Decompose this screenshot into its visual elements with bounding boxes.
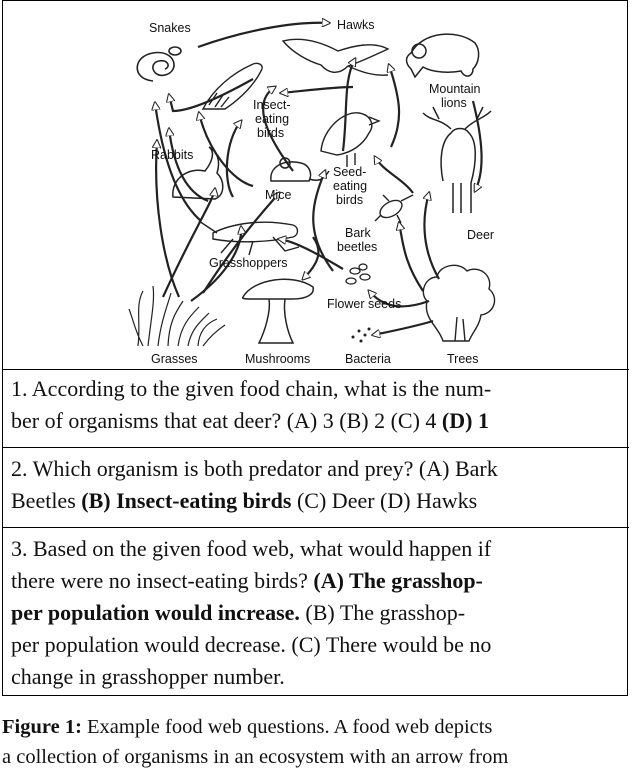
figure-box	[2, 0, 628, 696]
question-3-line-5: change in grasshopper number.	[11, 664, 285, 689]
label-insect-birds-1: Insect-	[253, 98, 291, 112]
snake-icon	[137, 47, 181, 81]
label-bark-beetles-1: Bark	[345, 226, 371, 240]
separator	[3, 527, 629, 528]
mountain-lion-icon	[407, 34, 479, 77]
label-hawks: Hawks	[337, 18, 375, 32]
flower-seeds-icon	[346, 264, 370, 284]
seed-eating-bird-icon	[321, 113, 379, 167]
figure-caption	[2, 712, 630, 772]
question-2	[11, 453, 621, 517]
question-2-answer: (B) Insect-eating birds	[81, 488, 292, 513]
label-snakes: Snakes	[149, 21, 191, 35]
label-grasshoppers: Grasshoppers	[209, 256, 288, 270]
caption-text: Example food web questions. A food web depicts	[81, 716, 493, 738]
bacteria-icon	[352, 328, 371, 343]
label-grasses: Grasses	[151, 352, 198, 366]
label-flower-seeds: Flower seeds	[327, 297, 402, 311]
separator	[3, 369, 629, 370]
question-1	[11, 373, 621, 437]
question-1-options: ber of organisms that eat deer? (A) 3 (B) 2 (C) 4	[11, 408, 442, 433]
mouse-icon	[271, 158, 329, 181]
question-1-line-1: 1. According to the given food chain, what is the num-	[11, 376, 492, 401]
tree-icon	[423, 265, 494, 341]
question-1-line-2	[11, 405, 621, 437]
question-1-answer: (D) 1	[441, 408, 489, 433]
hawk-icon	[283, 39, 388, 75]
question-3-answer-part-1: (A) The grasshop-	[313, 568, 483, 593]
question-3-line-1: 3. Based on the given food web, what would happen if	[11, 536, 492, 561]
grasshopper-icon	[199, 221, 299, 255]
label-deer: Deer	[467, 228, 495, 242]
food-web-diagram	[3, 1, 629, 369]
label-rabbits: Rabbits	[151, 148, 194, 162]
label-mice: Mice	[265, 188, 292, 202]
label-seed-birds-3: birds	[336, 193, 364, 207]
question-3-line-4: per population would decrease. (C) There would be no	[11, 632, 492, 657]
caption-label: Figure 1:	[2, 716, 82, 738]
question-3-text: there were no insect-eating birds?	[11, 568, 314, 593]
label-seed-birds-2: eating	[333, 179, 368, 193]
label-seed-birds-1: Seed-	[333, 165, 367, 179]
caption-line-1	[2, 712, 630, 742]
mushroom-icon	[243, 279, 314, 343]
label-insect-birds-3: birds	[257, 126, 285, 140]
separator	[3, 447, 629, 448]
bark-beetle-icon	[375, 195, 413, 223]
label-mountain-lions-2: lions	[441, 96, 467, 110]
label-bacteria: Bacteria	[345, 352, 391, 366]
label-mountain-lions-1: Mountain	[429, 82, 481, 96]
food-web-arrows	[155, 23, 482, 335]
question-3-line-2	[11, 565, 621, 597]
question-2-options: (C) Deer (D) Hawks	[291, 488, 478, 513]
question-2-line-2	[11, 485, 621, 517]
question-3-line-3	[11, 597, 621, 629]
label-trees: Trees	[447, 352, 479, 366]
question-2-option-a: Beetles	[11, 488, 82, 513]
label-mushrooms: Mushrooms	[245, 352, 311, 366]
label-bark-beetles-2: beetles	[337, 240, 378, 254]
question-3	[11, 533, 621, 693]
question-3-option-b: (B) The grasshop-	[299, 600, 466, 625]
label-insect-birds-2: eating	[255, 112, 290, 126]
question-2-line-1: 2. Which organism is both predator and prey? (A) Bark	[11, 456, 498, 481]
question-3-answer-part-2: per population would increase.	[11, 600, 300, 625]
caption-line-2: a collection of organisms in an ecosystem with an arrow from	[2, 746, 509, 768]
